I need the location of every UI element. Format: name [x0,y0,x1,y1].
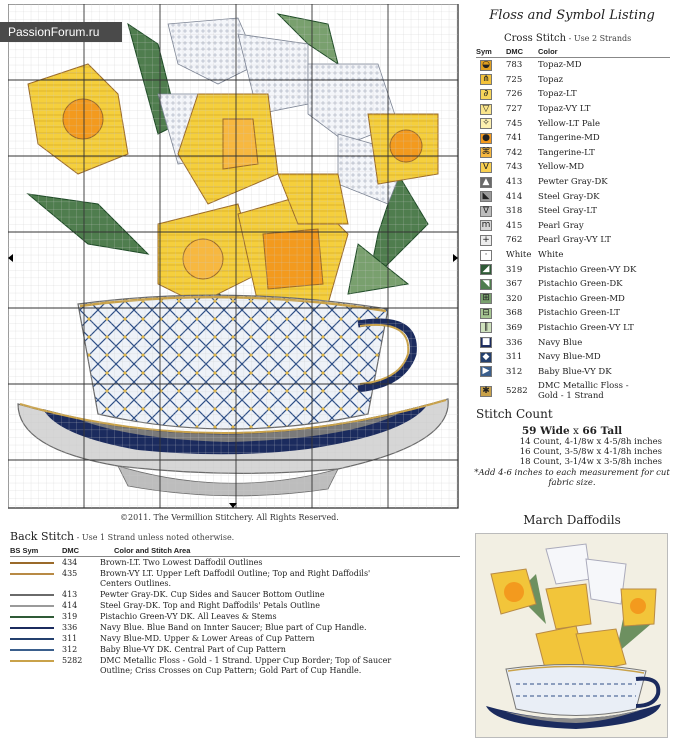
floss-color-name: Pistachio Green-LT [538,308,620,319]
bs-dmc: 312 [62,645,78,654]
floss-row [480,73,670,88]
back-stitch-header [10,546,460,557]
floss-row [480,350,670,365]
floss-color-name: DMC Metallic Floss - Gold - 1 Strand [538,381,629,402]
back-stitch-row [10,601,460,611]
floss-symbol: m [481,220,491,231]
bs-line-sample [10,590,56,600]
floss-color-name: Topaz-LT [538,89,577,100]
bs-header-area: Color and Stitch Area [114,546,191,555]
floss-list [474,58,670,403]
floss-row [480,102,670,117]
floss-color-name: Pistachio Green-VY DK [538,264,637,275]
floss-color-name: Steel Gray-DK [538,191,600,202]
bs-line-sample [10,623,56,633]
floss-color-name: Pewter Gray-DK [538,177,608,188]
floss-row [480,219,670,234]
floss-dmc: 5282 [506,386,528,397]
floss-dmc: 414 [506,191,523,202]
floss-dmc: 745 [506,118,523,129]
bs-dmc: 414 [62,601,78,610]
floss-row [480,321,670,336]
back-stitch-section [10,530,460,676]
header-dmc: DMC [506,47,524,56]
floss-color-name: Navy Blue [538,337,583,348]
floss-symbol: ✱ [480,386,492,397]
copyright-text: ©2011. The Vermillion Stitchery. All Rights Reserved. [120,513,339,522]
cross-stitch-note: - Use 2 Strands [566,34,632,43]
floss-dmc: 742 [506,147,523,158]
cross-stitch-chart [8,4,464,512]
floss-row [480,233,670,248]
floss-row [480,248,670,263]
floss-dmc: 367 [506,279,523,290]
floss-dmc: 311 [506,352,523,363]
bs-description: Navy Blue-MD. Upper & Lower Areas of Cup Pattern [100,634,315,643]
bs-description: Brown-LT. Two Lowest Daffodil Outlines [100,558,263,567]
floss-row [480,160,670,175]
floss-row [480,116,670,131]
floss-dmc: 727 [506,104,523,115]
floss-row [480,87,670,102]
floss-symbol: ⊞ [480,293,492,304]
count-line-16: 16 Count, 3-5/8w x 4-1/8h inches [519,447,662,458]
header-sym: Sym [476,47,492,56]
count-note: *Add 4-6 inches to each measurement for cut fabric size. [474,468,670,489]
floss-key [474,8,670,488]
floss-symbol: ◆ [480,352,492,363]
floss-color-name: Topaz-MD [538,60,582,71]
bs-line-sample [10,558,56,568]
floss-color-name: Pistachio Green-DK [538,279,623,290]
floss-dmc: 726 [506,89,523,100]
stitch-count-x: x [569,425,583,438]
floss-symbol: ∂ [480,89,492,100]
floss-color-name: Yellow-MD [538,162,585,173]
key-header [476,47,670,58]
chart-artwork [8,4,464,512]
floss-symbol: ∇ [480,206,492,217]
bs-line-sample [10,569,56,579]
bs-line-sample [10,634,56,644]
back-stitch-row [10,656,460,676]
bs-description: Baby Blue-VY DK. Central Part of Cup Pattern [100,645,286,654]
floss-row [480,175,670,190]
floss-row [480,364,670,379]
floss-color-name: Tangerine-LT [538,147,595,158]
cross-stitch-label: Cross Stitch [504,33,567,44]
back-stitch-row [10,612,460,622]
floss-dmc: 413 [506,177,523,188]
bs-dmc: 5282 [62,656,83,665]
back-stitch-row [10,558,460,568]
floss-dmc: 368 [506,308,523,319]
floss-dmc: 743 [506,162,523,173]
back-stitch-row [10,645,460,655]
header-color: Color [538,47,558,56]
floss-row [480,292,670,307]
bs-description: Steel Gray-DK. Top and Right Daffodils' Petals Outline [100,601,320,610]
bs-dmc: 336 [62,623,78,632]
floss-row [480,146,670,161]
back-stitch-title [10,530,460,543]
back-stitch-list [10,558,460,676]
stitched-preview-image [475,533,668,738]
back-stitch-row [10,634,460,644]
bs-description: Pewter Gray-DK. Cup Sides and Saucer Bottom Outline [100,590,325,599]
floss-dmc: 320 [506,293,523,304]
floss-color-name: Pearl Gray-VY LT [538,235,611,246]
stitch-count-tall: 66 Tall [582,425,623,438]
floss-row [480,335,670,350]
floss-row [480,58,670,73]
floss-dmc: White [506,250,532,261]
floss-row [480,204,670,219]
floss-row [480,189,670,204]
floss-row [480,277,670,292]
floss-symbol: ▽ [480,104,492,115]
back-stitch-row [10,590,460,600]
floss-dmc: 725 [506,74,523,85]
floss-symbol: ◣ [480,191,492,202]
floss-row [480,379,670,403]
floss-symbol: ⌘ [481,147,491,158]
bs-description: DMC Metallic Floss - Gold - 1 Strand. Upper Cup Border; Top of Saucer Outline; Criss Crosses on Cup Pattern; Gold Part of Cup Handle. [100,656,392,675]
floss-dmc: 415 [506,220,523,231]
bs-header-dmc: DMC [62,546,80,555]
floss-symbol: ◥ [480,279,492,290]
floss-dmc: 783 [506,60,523,71]
floss-symbol: ∥ [480,322,492,333]
floss-symbol: · [480,250,492,261]
bs-line-sample [10,645,56,655]
bs-dmc: 413 [62,590,78,599]
count-line-14: 14 Count, 4-1/8w x 4-5/8h inches [519,437,662,448]
floss-dmc: 336 [506,337,523,348]
bs-description: Navy Blue. Blue Band on Innter Saucer; Blue part of Cup Handle. [100,623,367,632]
floss-color-name: Yellow-LT Pale [538,118,601,129]
floss-symbol: ⋔ [480,74,492,85]
cross-stitch-title [504,33,670,44]
key-title: Floss and Symbol Listing [489,8,655,23]
floss-row [480,131,670,146]
floss-dmc: 741 [506,133,523,144]
stitch-count-size [474,425,670,437]
floss-dmc: 319 [506,264,523,275]
floss-symbol: ◢ [480,264,492,275]
stitch-count-wide: 59 Wide [521,425,570,438]
back-stitch-note: - Use 1 Strand unless noted otherwise. [74,533,235,542]
preview-artwork [476,534,668,738]
floss-symbol: ● [480,133,492,144]
floss-symbol: ✧ [480,118,492,129]
bs-dmc: 434 [62,558,78,567]
bs-description: Brown-VY LT. Upper Left Daffodil Outline; Top and Right Daffodils' Centers Outlines. [100,569,371,588]
stitch-count-title: Stitch Count [476,407,553,422]
back-stitch-row [10,623,460,633]
count-line-18: 18 Count, 3-1/4w x 3-5/8h inches [519,457,662,468]
bs-description: Pistachio Green-VY DK. All Leaves & Stems [100,612,277,621]
floss-symbol: ⊟ [480,308,492,319]
floss-symbol: + [480,235,492,246]
floss-color-name: Navy Blue-MD [538,352,601,363]
bs-line-sample [10,601,56,611]
back-stitch-label: Back Stitch [10,530,75,543]
floss-color-name: White [538,250,564,261]
watermark-label: PassionForum.ru [0,22,122,42]
bs-dmc: 311 [62,634,78,643]
floss-color-name: Pearl Gray [538,220,584,231]
floss-dmc: 318 [506,206,523,217]
floss-symbol: V [480,162,492,173]
floss-row [480,306,670,321]
floss-dmc: 369 [506,322,523,333]
floss-color-name: Baby Blue-VY DK [538,366,612,377]
floss-color-name: Topaz [538,74,564,85]
floss-color-name: Tangerine-MD [538,133,600,144]
bs-line-sample [10,612,56,622]
floss-symbol: ■ [481,337,491,348]
floss-symbol: ▲ [480,177,492,188]
floss-symbol: ▶ [480,366,492,377]
bs-dmc: 435 [62,569,78,578]
floss-color-name: Steel Gray-LT [538,206,597,217]
bs-dmc: 319 [62,612,78,621]
bs-header-sym: BS Sym [10,546,39,555]
floss-color-name: Pistachio Green-MD [538,293,625,304]
back-stitch-row [10,569,460,589]
preview-title: March Daffodils [523,513,621,527]
floss-dmc: 762 [506,235,523,246]
floss-color-name: Pistachio Green-VY LT [538,322,634,333]
floss-color-name: Topaz-VY LT [538,104,591,115]
floss-symbol: ◒ [480,60,492,71]
floss-dmc: 312 [506,366,523,377]
bs-line-sample [10,656,56,666]
floss-row [480,262,670,277]
